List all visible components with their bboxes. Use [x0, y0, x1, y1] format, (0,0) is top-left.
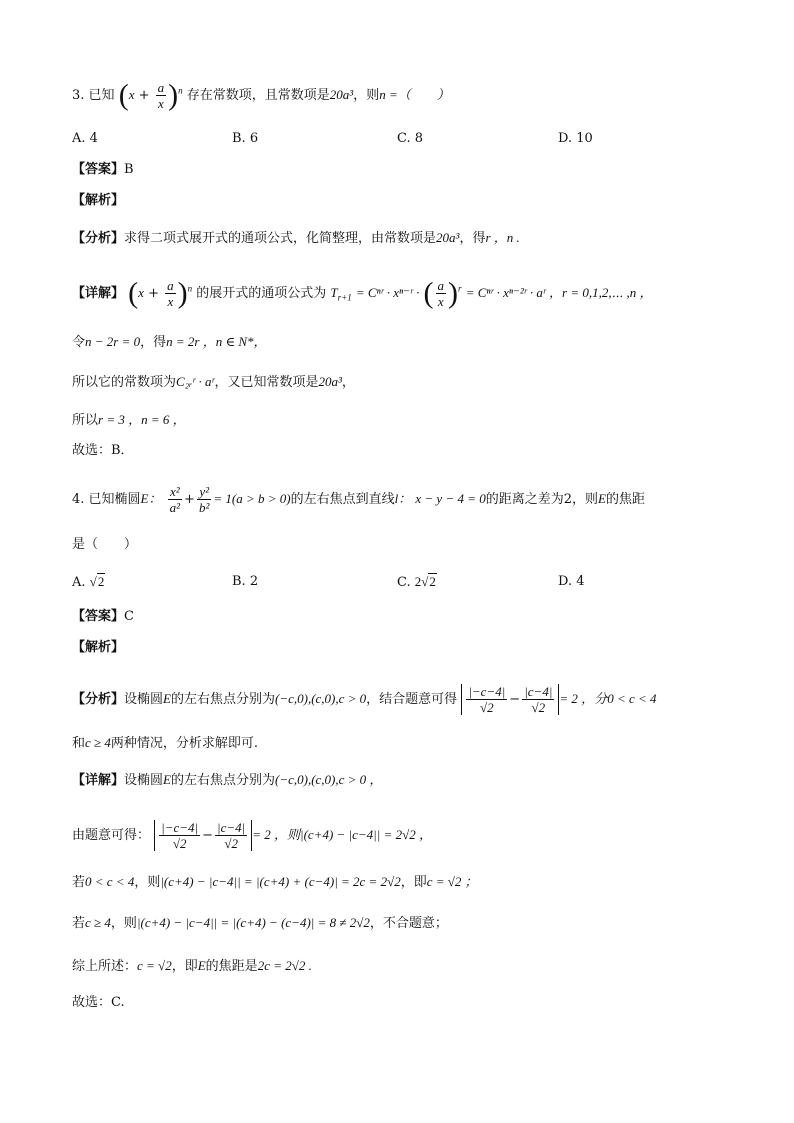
q3-choose: 故选：B．: [72, 443, 134, 458]
q3-answer: 【答案】B: [72, 162, 134, 177]
q3-const-value: 20a³: [329, 87, 354, 102]
q3-option-d: D. 10: [558, 131, 593, 146]
q4-case2: 若c ≥ 4，则|(c+4) − |c−4|| = |(c+4) − (c−4)| = 8 ≠ 2√2，不合题意；: [72, 915, 448, 931]
q4-answer: 【答案】C: [72, 609, 134, 624]
q4-from: 由题意可得： $\frac{|-c-4|}{√2}$ − $\frac{|c-4|}{√2}$ = 2 ，则|(c+4) − |c−4|| = 2√2 ，: [72, 820, 432, 851]
q4-case1: 若0 < c < 4，则|(c+4) − |c−4|| = |(c+4) + (c−4)| = 2c = 2√2，即c = √2 ；: [72, 874, 478, 890]
q4-fenxi-line2: 和c ≥ 4两种情况，分析求解即可.: [72, 735, 259, 751]
q3-option-c: C. 8: [397, 131, 424, 146]
q4-option-d: D. 4: [558, 574, 585, 589]
q3-so-line: 所以r = 3 ，n = 6 ，: [72, 412, 186, 428]
q3-const-line: 所以它的常数项为C₂ᵣʳ · aʳ，又已知常数项是20a³，: [72, 374, 355, 390]
q3-option-b: B. 6: [232, 131, 259, 146]
q4-option-c: C. 2√2: [397, 574, 436, 590]
q3-let: 令n − 2r = 0，得n = 2r ，n ∈ N*，: [72, 334, 267, 350]
q3-fenxi: 【分析】求得二项式展开式的通项公式，化简整理，由常数项是20a³，得r ，n .: [72, 230, 520, 246]
q3-answer-value: B: [124, 162, 134, 177]
q3-stem: 3. 已知 (x + $\frac{a}{x}$ )$^n$ 存在常数项，且常数项是20a³，则n =（ ）: [72, 78, 450, 112]
q4-option-b: B. 2: [232, 574, 259, 589]
q4-detail: 【详解】设椭圆E的左右焦点分别为(−c,0),(c,0),c > 0 ，: [72, 772, 383, 788]
q3-option-a: A. 4: [72, 131, 98, 146]
q3-ask: n =（ ）: [379, 87, 450, 102]
q4-stem-end: 是（ ）: [72, 537, 138, 552]
q4-analysis-label: 【解析】: [72, 640, 125, 655]
q4-summary: 综上所述：c = √2，即E的焦距是2c = 2√2 .: [72, 958, 312, 974]
q4-answer-value: C: [124, 609, 134, 624]
q3-stem-text: 存在常数项，且常数项是: [186, 88, 330, 103]
q3-number: 3. 已知: [72, 88, 115, 103]
q3-detail: 【详解】 (x + $\frac{a}{x}$ )$^n$ 的展开式的通项公式为 $T_{r+1}$ = Cⁿʳ · xⁿ⁻ʳ · ( $\frac{a}{x}$ )$^r$ = Cⁿʳ · xⁿ⁻²ʳ · aʳ ，r = 0,1,2,⋯ ,n ，: [72, 276, 653, 310]
q3-analysis-label: 【解析】: [72, 193, 125, 208]
q4-stem: 4. 已知椭圆E： $\frac{\text{x²}}{\text{a²}}$ + $\frac{\text{y²}}{\text{b²}}$ = 1(a > b > 0)的左右焦点到直线l： x − y − 4 = 0的距离之差为2，则E的焦距: [72, 484, 645, 515]
q4-choose: 故选：C.: [72, 995, 125, 1010]
q4-option-a: A. √2: [72, 574, 105, 590]
q4-fenxi: 【分析】设椭圆E的左右焦点分别为(−c,0),(c,0),c > 0，结合题意可得 $\frac{|-c-4|}{√2}$ − $\frac{|c-4|}{√2}$ = 2 ，分0 < c < 4: [72, 684, 657, 715]
